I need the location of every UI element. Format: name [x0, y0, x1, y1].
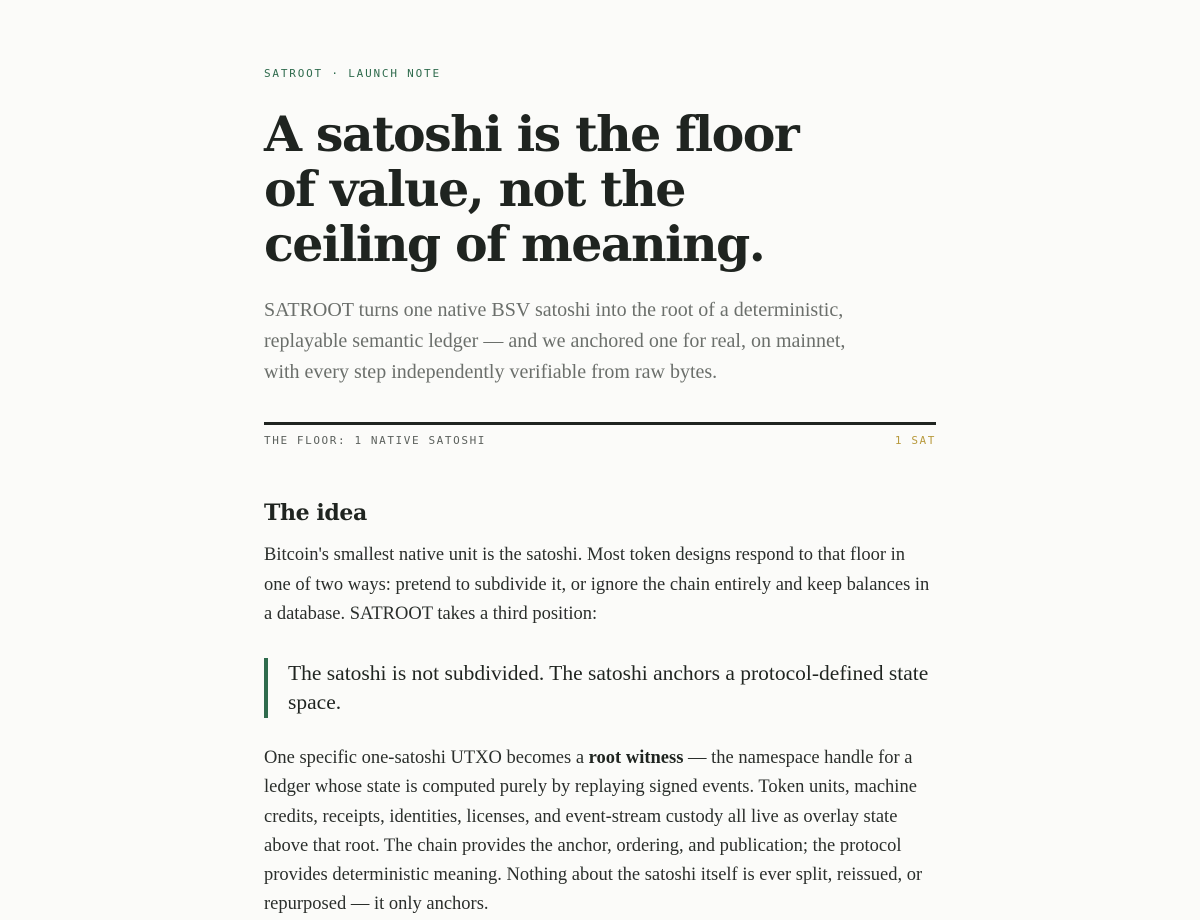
paragraph-2-lead: One specific one-satoshi UTXO becomes a	[264, 748, 589, 768]
root-witness-term: root witness	[588, 748, 684, 768]
kicker: SATROOT · LAUNCH NOTE	[264, 67, 441, 80]
pull-quote-text: The satoshi is not subdivided. The satoshi anchors a protocol-defined state space.	[288, 661, 929, 714]
floor-value: 1 SAT	[894, 434, 936, 447]
dek: SATROOT turns one native BSV satoshi into the root of a deterministic, replayable semantic ledger — and we anchored one for real, on mainnet, with every step independently verifiable from raw bytes.	[264, 299, 846, 383]
pull-quote	[264, 658, 936, 718]
headline: A satoshi is the floor of value, not the ceiling of meaning.	[264, 105, 799, 273]
section-heading: The idea	[264, 500, 367, 526]
paragraph-1: Bitcoin's smallest native unit is the satoshi. Most token designs respond to that floor in one of two ways: pretend to subdivide it, or ignore the chain entirely and keep balances in a database. SATROOT takes a third position:	[264, 545, 930, 624]
floor-rule	[264, 422, 936, 425]
paragraph-2	[264, 744, 936, 920]
floor-label: THE FLOOR: 1 NATIVE SATOSHI	[264, 434, 487, 447]
paragraph-2-rest: — the namespace handle for a ledger whose state is computed purely by replaying signed events. Token units, machine credits, receipts, identities, licenses, and event-stream custody all live as overlay state above that root. The chain provides the anchor, ordering, and publication; the protocol provides deterministic meaning. Nothing about the satoshi itself is ever split, reissued, or repurposed — it only anchors.	[264, 748, 923, 915]
